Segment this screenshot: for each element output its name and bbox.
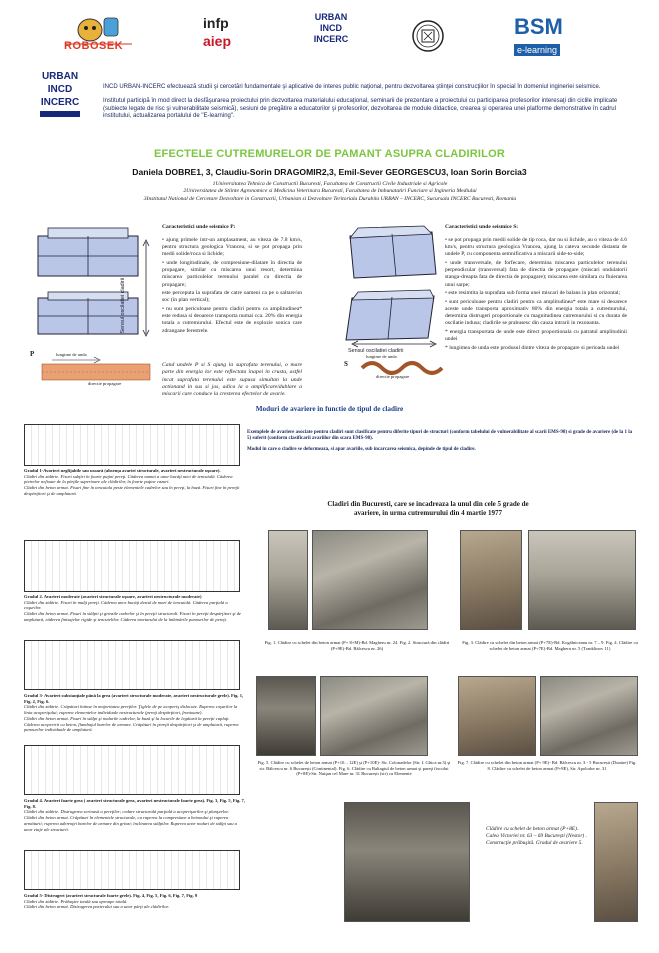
caption-fig-5-6: Fig. 5. Clădire cu schelet de beton armat (P+10... 12E) şi (P+10E)- Str. Colonadelor (Str. I. Ghica nr.3) şi str. Bălcescu nr. 6 București (Continental). Fig. 6. Clădire cu Baltagiul de beton armat şi pareţi fixcului (P+8E)-Str. Nutţan cel Mare nr. 31 București (str) cu Elemente xyxy=(257,760,451,777)
grade-1-line-1: Clădiri din zidărie. Fisuri subţiri în foarte puţini pereţi. Căderea numai a unor bucăţi mici de tencuială. Căderea pietrelor nefixate de la părţile superioare ale clădirilor, în foarte puţine cazuri. xyxy=(24,473,233,485)
grade-5-line-1: Clădiri din zidărie. Prăbuşire totală sau aproape totală. xyxy=(24,898,128,904)
p-wave-note: Cand undele P si S ajung la suprafata terenului, o mare parte din energia lor este reflectata inapoi in crusta, astfel incat suprafata terenului este supusa simultan la unde actionand in sus si jos, adica la o amplificare/dublare a miscarii care conduce la cresterea efectelor de avarie. xyxy=(162,362,302,398)
photo-fig-6 xyxy=(320,676,428,756)
examples-text xyxy=(247,430,637,453)
incerc-text: INCERC xyxy=(313,34,349,44)
side-incerc-text: INCERC xyxy=(40,97,80,108)
grade-3-text xyxy=(24,693,246,733)
grade-1-title: Gradul 1-Avarieri neglijabile sau usoară (absenţa avariei structurale, avarieri nestructurale uşoare). xyxy=(24,468,221,473)
grade-2-title: Gradul 2. Avarieri moderate (avarieri structurale uşoare, avarieri nestructurale moderate) xyxy=(24,594,202,599)
caption-fig-7-8: Fig. 7. Clădire cu schelet din beton armat (P+ 9E)- Bd. Bălcescu nr. 3 - 5 București (Dunăre) Fig. 8. Clădire cu schelet de beton armat (P+8E), Str. Apolodor nr. 31 xyxy=(457,760,637,771)
urban-incerc-logo-side xyxy=(36,70,84,130)
seal-icon xyxy=(412,20,444,52)
grade-4-line-2: Clădiri din beton armat. Crăpături în elementele structurale, cu ruperea la compresiune a betonului şi ruperea armăturii; ruperea aderenţei barelor de armare din grinzi; înclinarea stâlpilor. Ruperea unor noduri de stâlpi sau a unor etaje ale structurii. xyxy=(24,815,237,832)
photo-fig-2 xyxy=(312,530,428,630)
s-bullet-5: * energia transportata de unde este direct proportionala cu patratul amplitudinii undei xyxy=(445,329,627,343)
grade-2-sketch xyxy=(24,540,240,592)
bsm-text: BSM xyxy=(514,14,563,39)
grade-4-title: Gradul 4. Avarieri foarte grea ( avarieri structurale grea, avarieri nestructurale foarte grea). Fig. 3, Fig. 5, Fig. 7, Fig. 8. xyxy=(24,798,245,809)
damage-section-title: Moduri de avariere in functie de tipul de cladire xyxy=(255,405,404,413)
photos-heading: Cladiri din Bucuresti, care se incadreaza la unul din cele 5 grade de avariere, in urma cutremurului din 4 martie 1977 xyxy=(327,500,529,517)
robosek-logo xyxy=(60,14,138,56)
photo-fig-1 xyxy=(268,530,308,630)
photo-fig-4 xyxy=(528,530,636,630)
grade-4-sketch xyxy=(24,745,240,795)
grade-1-text xyxy=(24,468,246,497)
p-bullet-3: este perceputa la suprafata de catre oameni ca pe o saltare/un soc (in plan vertical); xyxy=(162,290,302,304)
grade-5-text xyxy=(24,893,246,910)
grade-2-line-1: Clădiri din zidărie. Fisuri în mulţi pereţi. Căderea unor bucăţi destul de mari de tencuială. Căderea parţială a coşurilor. xyxy=(24,599,228,611)
university-seal xyxy=(412,20,444,52)
photo-fig-9-collapse xyxy=(344,802,470,922)
robosek-wordmark: ROBOSEK xyxy=(64,40,124,52)
p-vertical-label: Sensul oscilatiei cladirii xyxy=(120,278,126,334)
p-wave-heading: Caracteristici unde seismice P: xyxy=(162,224,236,230)
grade-4-line-1: Clădiri din zidărie. Distrugerea serioasă a pereţilor; cedare structurală parţială a acoperişurilor şi planşeelor. xyxy=(24,809,229,815)
side-logo-bar xyxy=(40,111,80,117)
p-bullet-2: • unde longitudinale, de compresiune-dilatare în directia de propagare, similar cu miscarea unui resort, determina miscarea particulelor terenului paralel cu directia de propagare; xyxy=(162,260,302,288)
s-bullet-6: * lungimea de unda este produsul dintre viteza de propagare si perioada undei xyxy=(445,344,620,351)
grade-5-line-2: Clădiri din beton armat. Distrugerea parterului sau a unor părţi ale clădirilor. xyxy=(24,904,169,910)
s-direction-label: directie propagare xyxy=(376,374,410,379)
s-bullet-3: • este resimtita la suprafata sub forma unei miscari de balans in plan orizontal; xyxy=(445,290,621,297)
s-bullet-2: • unde transversale, de forfecare, determina miscarea particulelor terenului perpendicular (transversal) fata de directia de propagare (miscari ondulatorii stanga-dreapta fata de directia de propagare); miscarea este similara cu fluierarea unui sarpe; xyxy=(445,260,627,288)
affiliation-3: 3Institutul National de Cercetare Dezvoltare in Constructii, Urbanism si Dezvoltare Teritoriala Durabila URBAN – INCERC, Sucursala INCERC Bucuresti, Romania xyxy=(143,195,517,202)
p-wave-diagram xyxy=(28,222,154,392)
grade-5-sketch xyxy=(24,850,240,890)
p-direction-label: directie propagare xyxy=(88,381,122,386)
photo-fig-9-building xyxy=(594,802,638,922)
p-wave-text xyxy=(162,224,302,336)
incd-text: INCD xyxy=(320,23,342,33)
affiliation-1: 1Universitatea Tehnica de Constructii Bucuresti, Facultatea de Constructii Civile Industriale si Agricole xyxy=(212,181,448,187)
grade-4-text xyxy=(24,798,246,832)
urban-incerc-logo-top xyxy=(307,12,355,60)
caption-fig-9: Clădire cu schelet de beton armat (P+8E). Calea Victoriei nr. 63 – 69 București (Nestor) . Construcţie prăbuşită. Gradul de avariere 5. xyxy=(486,826,587,846)
s-bullet-1: • se pot propaga prin medii solide de tip roca, dar nu si lichide, au o viteza de 4.6 km/s, pentru structura geologica Vrancea, ajung la cateva secunde distanta de undele P, cu componenta semnificativa a miscarii side-to-side; xyxy=(445,237,627,258)
s-bullet-4: • sunt periculoase pentru cladiri pentru ca amplitudinea* este mare si deoarece aceste unde transporta aproximativ 80% din energia totala a cutremurului, determina distrugeri proportionale cu magnitudinea cutremurului si cu durata de oscilatie indusa; cladirile se prabusesc din cauza intrarii in rezonanta. xyxy=(445,298,627,327)
infp-text: infp xyxy=(203,15,229,31)
caption-fig-1-2: Fig. 1. Clădire cu schelet din beton armat (P+ 8+M)-Bd. Magheru nr. 24. Fig. 2. Structură din clădiri (P+9E)-Bd. Bălcescu nr. 26) xyxy=(264,640,450,651)
side-urban-text: URBAN xyxy=(41,71,79,82)
grade-3-line-2: Clădiri din beton armat. Fisuri în stâlpi şi nodurile cadrelor, la bază şi la locurile de legătură la pereţii cuplaţi. Căderea acoperirii cu beton, flambajul barelor de armare. Crăpături în pereţii despărţitori şi de umplutură, ruperea panourilor individuale de umplutură. xyxy=(24,715,239,733)
bsm-logo xyxy=(514,14,570,58)
affiliations xyxy=(60,181,600,203)
photo-fig-3 xyxy=(460,530,522,630)
examples-paragraph-1: Exemplele de avariere asociate pentru cladiri sunt clasificate pentru diferite tipuri de structuri (conform tabelului de vulnerabilitate al scarii EMS-98) si grade de avariere (de la 1 la 5) suferit (conform clasificarii avariilor din scara EMS-98). xyxy=(247,430,633,442)
s-horizontal-label: Sensul oscilatiei cladirii xyxy=(348,348,404,354)
intro-paragraph-2: Institutul participă în mod direct la desfăşurarea proiectului prin dezvoltarea materialului educaţional, seminarii de prezentare a proiectului cu participarea profesorilor interesaţi din ciclile implicate (subiecte legate de risc şi vulnerabilitate seismică), sesiuni de pregătire a educatorilor şi profesorilor, dezvoltarea de module didactice, crearea şi operarea unei platforme demonstrative în cadrul institutului, actualizarea portalului de "E-learning". xyxy=(103,97,618,120)
poster-authors: Daniela DOBRE1, 3, Claudiu-Sorin DRAGOMIR2,3, Emil-Sever GEORGESCU3, Ioan Sorin Borcia3 xyxy=(132,167,527,177)
s-wave-label: S xyxy=(344,360,348,368)
intro-paragraph-1: INCD URBAN-INCERC efectuează studii şi cercetări fundamentale şi aplicative de interes public naţional, pentru dezvoltarea ştiinţei construcţiilor în special în domeniul ingineriei seismice. xyxy=(103,84,601,90)
grade-2-text xyxy=(24,594,246,623)
grade-3-title: Gradul 3- Avarieri substanţiale până la grea (avarieri structurale moderate, avarieri nestructurale grele). Fig. 1, Fig. 2, Fig. 6. xyxy=(24,693,244,704)
p-bullet-1: • ajung primele intr-un amplasament, au viteza de 7.8 km/s, pentru structura geologica Vrancea, si se pot propaga prin medii solide/roca si lichide; xyxy=(162,237,302,258)
elearning-text: e-learning xyxy=(514,44,560,56)
p-wavelength-label: lungime de unda xyxy=(56,352,87,357)
p-wave-label: P xyxy=(30,350,35,358)
side-incd-text: INCD xyxy=(47,84,73,95)
intro-text xyxy=(103,84,633,121)
grade-5-title: Gradul 5- Distrugeri (avarieri structurale foarte grele). Fig. 4, Fig. 5, Fig. 6, Fig. 7, Fig. 9 xyxy=(24,893,198,898)
grade-1-line-2: Clădiri din beton armat. Fisuri fine în tencuiala peste elementele cadrelor sau în pereţi, la bază. Fisuri fine în pereţii despărţitori şi de umplutură. xyxy=(24,485,240,496)
photo-fig-7 xyxy=(458,676,536,756)
poster-title: EFECTELE CUTREMURELOR DE PAMANT ASUPRA CLADIRILOR xyxy=(154,148,505,160)
examples-paragraph-2: Modul in care o cladire se deformeaza, si apar avariile, sub incarcarea seismica, depinde de tipul de cladire. xyxy=(247,446,476,452)
s-wave-heading: Caracteristici unde seismice S: xyxy=(445,224,519,230)
s-wave-text xyxy=(445,224,627,354)
grade-2-line-2: Clădiri din beton armat. Fisuri în stâlpii şi grinzile cadrelor şi în pereţii structurali. Fisuri în pereţii despărţitori şi de umplutură, căderea finisajelor rigide şi tencuielilor. Căderea mortarului de la îmbinările panourilor de pereţi. xyxy=(24,611,242,622)
photo-fig-8 xyxy=(540,676,638,756)
p-wave-buildings-illustration xyxy=(28,222,154,392)
photo-fig-5 xyxy=(256,676,316,756)
grade-3-line-1: Clădiri din zidărie. Crăpături întinse în majoritatea pereţilor. Ţiglele de pe acoperiş dislocate. Ruperea coşurilor la linia acoperişului; ruperea elementelor individuale nestructurale (pereţi despărţitori, frontoane). xyxy=(24,704,238,716)
affiliation-2: 2Universitatea de Stiinte Agronomice si Medicina Veterinara Bucuresti, Facultatea de Imbunatatiri Funciare si Ingineria Mediului xyxy=(183,188,477,195)
caption-fig-3-4: Fig. 3. Clădire cu schelet din beton armat (P+7E)-Bd. Kogălniceanu nr. 7 – 9. Fig. 4. Clădire cu schelet de beton armat (P+7E)-Bd. Magheru nr. 5 (Tranklinov 11) xyxy=(462,640,638,651)
grade-3-sketch xyxy=(24,640,240,690)
s-wave-diagram xyxy=(344,222,444,382)
aiep-text: aiep xyxy=(203,33,232,49)
p-bullet-4: • nu sunt periculoase pentru cladiri pentru ca amplitudinea* este redusa si deoarece transporta numai cca. 20% din energia totala a cutremurului. Efectul este de explozie sonica care zdrangane ferestrele. xyxy=(162,306,302,334)
urban-text: URBAN xyxy=(314,12,348,22)
grade-1-sketch xyxy=(24,424,240,466)
infp-aiep-logo xyxy=(203,14,245,56)
s-wavelength-label: lungime de unda xyxy=(366,354,397,359)
